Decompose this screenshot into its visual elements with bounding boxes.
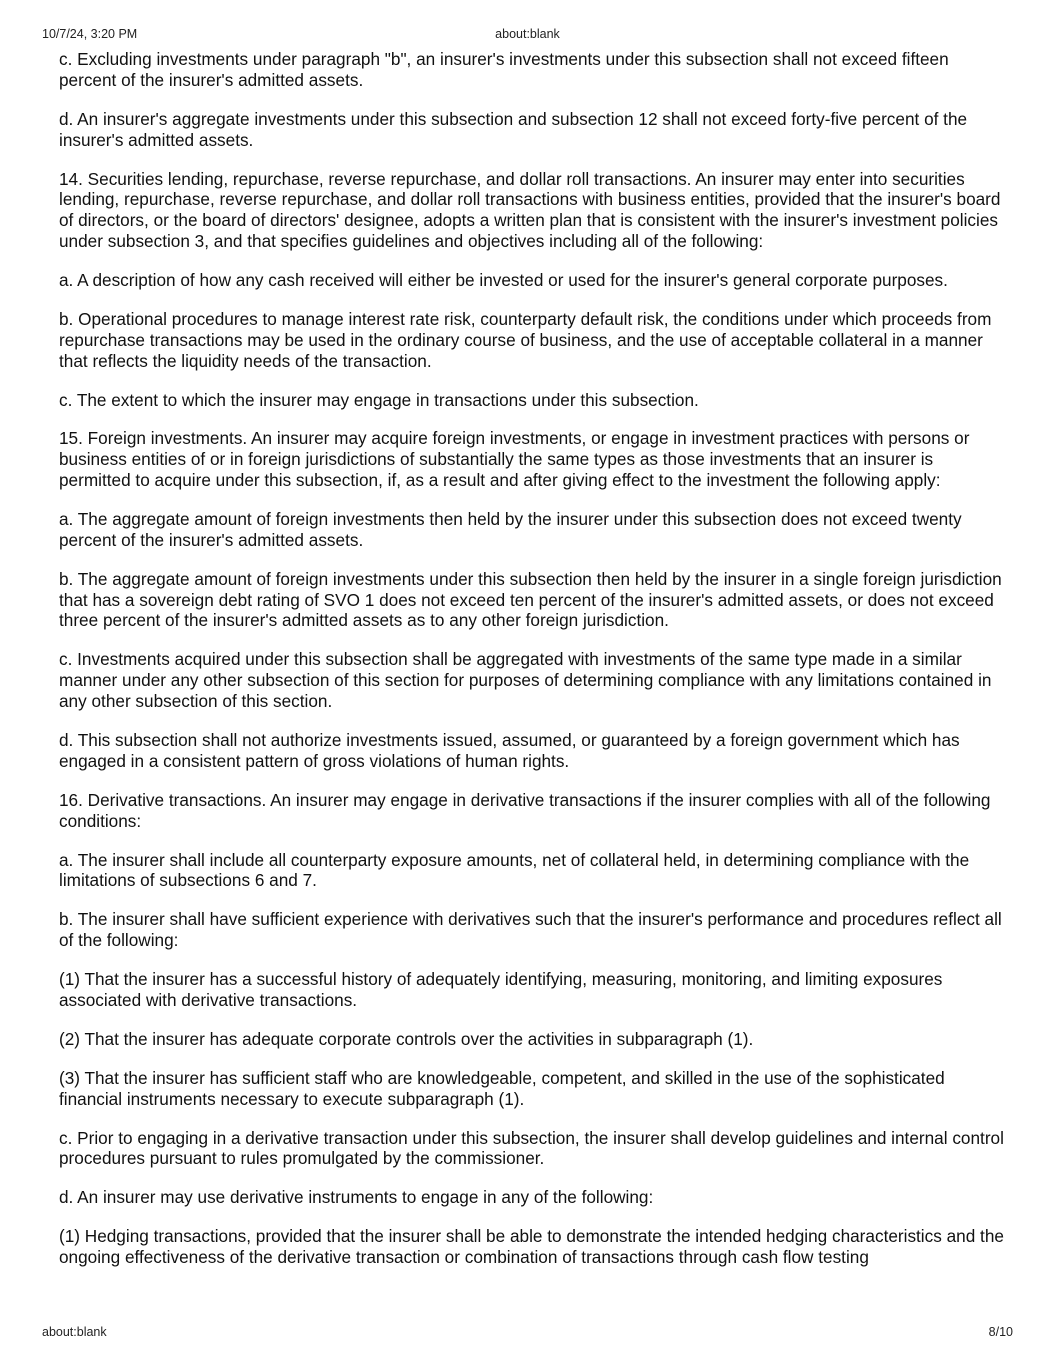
paragraph: (1) That the insurer has a successful history of adequately identifying, measuring, monitoring, and limiting exposures associated with derivative transactions. <box>59 969 943 1010</box>
paragraph: (3) That the insurer has sufficient staff who are knowledgeable, competent, and skilled in the use of the sophisticated financial instruments necessary to execute subparagraph (1). <box>59 1067 945 1109</box>
page-number: 8/10 <box>988 1325 1013 1339</box>
print-header <box>42 26 1013 42</box>
paragraph: b. The aggregate amount of foreign investments under this subsection then held by the insurer in a single foreign jurisdiction that has a sovereign debt rating of SVO 1 does not exceed ten percent of the insurer's admitted assets, or does not exceed three percent of the insurer's admitted assets as to any other foreign jurisdiction. <box>59 568 1002 631</box>
paragraph: d. This subsection shall not authorize investments issued, assumed, or guaranteed by a foreign government which has engaged in a consistent pattern of gross violations of human rights. <box>59 730 960 771</box>
print-page-title: about:blank <box>495 27 560 41</box>
paragraph: c. Prior to engaging in a derivative transaction under this subsection, the insurer shall develop guidelines and internal control procedures pursuant to rules promulgated by the commissioner. <box>59 1127 1004 1169</box>
paragraph: d. An insurer may use derivative instruments to engage in any of the following: <box>59 1187 654 1208</box>
paragraph: 16. Derivative transactions. An insurer may engage in derivative transactions if the insurer complies with all of the following conditions: <box>59 789 991 831</box>
paragraph: c. Investments acquired under this subsection shall be aggregated with investments of the same type made in a similar manner under any other subsection of this section for purposes of determining compliance with any limitations contained in any other subsection of this section. <box>59 649 992 712</box>
document-body <box>59 49 1004 1268</box>
paragraph: 14. Securities lending, repurchase, reverse repurchase, and dollar roll transactions. An insurer may enter into securities lending, repurchase, reverse repurchase, and dollar roll transactions with business entities, provided that the insurer's board of directors, or the board of directors' designee, adopts a written plan that is consistent with the insurer's investment policies under subsection 3, and that specifies guidelines and objectives including all of the following: <box>59 168 1001 251</box>
print-footer <box>42 1324 1013 1340</box>
paragraph: a. The insurer shall include all counterparty exposure amounts, net of collateral held, in determining compliance with the limitations of subsections 6 and 7. <box>59 849 970 891</box>
print-datetime: 10/7/24, 3:20 PM <box>42 27 138 41</box>
paragraph: 15. Foreign investments. An insurer may acquire foreign investments, or engage in investment practices with persons or business entities of or in foreign jurisdictions of substantially the same types as those investments that an insurer is permitted to acquire under this subsection, if, as a result and after giving effect to the investment the following apply: <box>59 428 970 491</box>
paragraph: a. The aggregate amount of foreign investments then held by the insurer under this subsection does not exceed twenty percent of the insurer's admitted assets. <box>59 509 962 550</box>
paragraph: b. Operational procedures to manage interest rate risk, counterparty default risk, the conditions under which proceeds from repurchase transactions may be used in the ordinary course of business, and the use of acceptable collateral in a manner that reflects the liquidity needs of the transaction. <box>59 308 992 371</box>
paragraph: a. A description of how any cash received will either be invested or used for the insurer's general corporate purposes. <box>59 269 948 290</box>
print-url: about:blank <box>42 1325 107 1339</box>
paragraph: b. The insurer shall have sufficient experience with derivatives such that the insurer's performance and procedures reflect all of the following: <box>59 909 1002 951</box>
paragraph: (2) That the insurer has adequate corporate controls over the activities in subparagraph (1). <box>59 1028 754 1049</box>
paragraph: d. An insurer's aggregate investments under this subsection and subsection 12 shall not exceed forty-five percent of the insurer's admitted assets. <box>59 108 968 150</box>
paragraph: c. Excluding investments under paragraph "b", an insurer's investments under this subsection shall not exceed fifteen percent of the insurer's admitted assets. <box>59 49 949 90</box>
paragraph: c. The extent to which the insurer may engage in transactions under this subsection. <box>59 389 699 410</box>
paragraph: (1) Hedging transactions, provided that the insurer shall be able to demonstrate the intended hedging characteristics and the ongoing effectiveness of the derivative transaction or combination of transactions through cash flow testing <box>59 1226 1004 1268</box>
